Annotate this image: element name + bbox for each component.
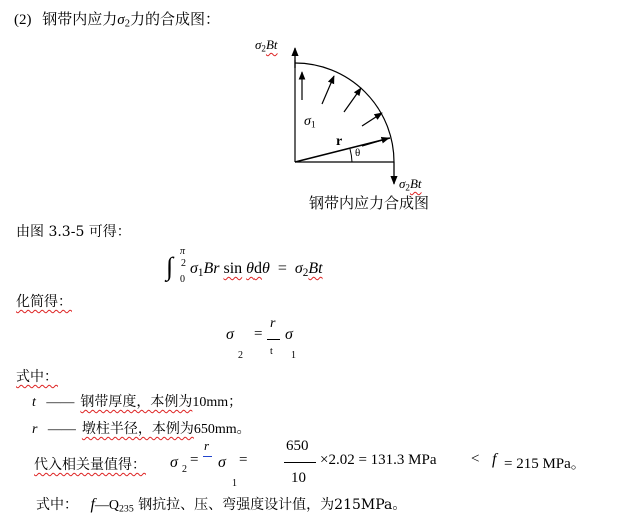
definition-r bbox=[32, 418, 251, 438]
eq1-dtheta: θ bbox=[262, 260, 270, 277]
subst-sigma2: σ bbox=[170, 454, 178, 471]
eq2-sigma-right: σ bbox=[285, 326, 293, 343]
radial-arrow-2 bbox=[322, 76, 334, 104]
from-figure-text: 由图 3.3-5 可得： bbox=[16, 224, 131, 240]
def-t-text-a: 钢带厚度， bbox=[80, 394, 151, 410]
def-t-text-b: 本例为 bbox=[150, 394, 193, 410]
eq1-sub1: 1 bbox=[197, 266, 204, 279]
def-r-dash: —— bbox=[47, 422, 76, 437]
eq1-sigma: σ bbox=[190, 260, 198, 277]
heading-text-b: 力的合成图： bbox=[129, 10, 220, 28]
def-r-text-b: 本例为 bbox=[151, 421, 194, 437]
fig-sigma1-sub: 1 bbox=[310, 119, 316, 131]
heading-sigma: σ bbox=[117, 12, 125, 28]
integral-sign: ∫ bbox=[166, 252, 174, 281]
def-r-text-a: 墩柱半径， bbox=[81, 421, 152, 437]
eq1-br: Br bbox=[203, 260, 220, 277]
heading-text-a: 钢带内应力 bbox=[42, 10, 118, 28]
subst-sigma1: σ bbox=[218, 454, 226, 471]
eq1-theta: θ bbox=[246, 260, 255, 277]
eq1-rhs-bt: Bt bbox=[308, 260, 323, 277]
theta-arc bbox=[350, 149, 352, 162]
subst-label-text: 代入相关量值得： bbox=[34, 457, 146, 473]
integral-lower: 0 bbox=[180, 274, 185, 285]
bot-sigma: σ bbox=[399, 176, 406, 191]
def-t-value: 10mm； bbox=[192, 395, 243, 410]
eq1-rhs-sigma: σ bbox=[294, 260, 303, 277]
eq2-sigma-left: σ bbox=[226, 326, 234, 343]
integrand bbox=[190, 260, 323, 279]
subst-equals-1: = bbox=[190, 452, 199, 468]
eq2-equals: = bbox=[254, 326, 263, 342]
simplify-label bbox=[16, 291, 72, 311]
subst-equals-2: = bbox=[239, 452, 248, 468]
eq2-t: t bbox=[270, 346, 273, 357]
eq2-sub1: 1 bbox=[291, 350, 296, 361]
top-sigma-sub: 2 bbox=[261, 43, 266, 54]
subst-sub1-under: 1 bbox=[232, 478, 237, 489]
eq1-equals: = bbox=[277, 260, 287, 277]
section-number: (2) bbox=[14, 12, 32, 28]
simplified-equation bbox=[226, 318, 326, 362]
simplify-text: 化简得： bbox=[16, 294, 72, 310]
eq2-sub2: 2 bbox=[238, 350, 243, 361]
bot-bt: Bt bbox=[409, 176, 422, 191]
figure-caption: 钢带内应力合成图 bbox=[309, 194, 430, 212]
heading-sigma-sub: 2 bbox=[124, 18, 130, 30]
quarter-arc bbox=[295, 63, 394, 162]
where1-text: 式中： bbox=[16, 369, 58, 385]
subst-sub2: 2 bbox=[182, 464, 187, 475]
def-t-symbol: t bbox=[32, 395, 36, 410]
radial-arrow-3 bbox=[344, 88, 361, 112]
where2-qsub: 235 bbox=[119, 503, 134, 515]
substitution-label bbox=[34, 454, 146, 474]
bot-sigma-sub: 2 bbox=[405, 182, 410, 193]
integral-equation bbox=[166, 246, 366, 286]
subst-less-than: < bbox=[471, 451, 480, 467]
eq1-rhs-sub: 2 bbox=[302, 266, 309, 279]
integral-upper-2: 2 bbox=[181, 258, 186, 269]
where2-text: 式中： bbox=[36, 497, 78, 513]
where2-q: Q bbox=[108, 498, 120, 513]
eq2-fraction-bar bbox=[267, 339, 280, 340]
def-r-value: 650mm。 bbox=[193, 422, 251, 437]
def-r-symbol: r bbox=[32, 422, 38, 437]
substitution-equation bbox=[170, 438, 610, 494]
subst-r-bar bbox=[203, 456, 212, 457]
top-sigma: σ bbox=[255, 37, 262, 52]
where2-description: 钢抗拉、压、弯强度设计值，为215MPa。 bbox=[138, 497, 407, 513]
where-label-1 bbox=[16, 366, 58, 386]
sigma1-label bbox=[304, 114, 316, 130]
subst-rest2: = 215 MPa。 bbox=[504, 456, 586, 472]
eq1-d: d bbox=[254, 260, 263, 277]
subst-fraction-bar bbox=[284, 462, 316, 463]
subst-r: r bbox=[204, 438, 210, 453]
fig-sigma1: σ bbox=[304, 114, 311, 129]
radius-label: r bbox=[336, 134, 343, 149]
radial-arrow-4 bbox=[362, 113, 382, 126]
integral-upper-pi: π bbox=[180, 246, 186, 257]
top-force-label bbox=[255, 37, 278, 53]
radius-r-line bbox=[295, 138, 390, 162]
subst-denominator: 10 bbox=[291, 470, 306, 486]
subst-f: f bbox=[492, 451, 497, 468]
subst-numerator: 650 bbox=[286, 438, 309, 454]
theta-label: θ bbox=[355, 147, 361, 159]
stress-resultant-diagram bbox=[0, 0, 617, 200]
where-label-2 bbox=[36, 494, 406, 514]
where2-f: f bbox=[90, 496, 95, 513]
top-bt: Bt bbox=[265, 37, 278, 52]
def-t-dash: —— bbox=[46, 395, 75, 410]
bottom-force-label bbox=[399, 176, 422, 192]
where2-dash: — bbox=[94, 498, 109, 513]
eq1-sin: sin bbox=[223, 260, 243, 277]
definition-t bbox=[32, 391, 242, 411]
eq2-r: r bbox=[270, 316, 276, 331]
subst-rest: ×2.02 = 131.3 MPa bbox=[320, 452, 437, 468]
